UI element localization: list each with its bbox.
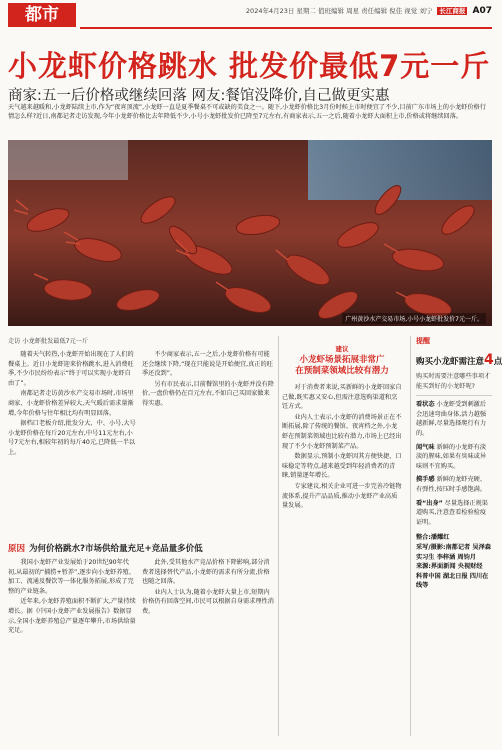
body-column-3: [8, 558, 136, 637]
crayfish-photo-image: [8, 140, 492, 326]
body-column-1: [8, 350, 136, 459]
tip-item: [416, 475, 492, 494]
suggestion-sidebar: [282, 344, 402, 512]
tip-text: 小龙虾受到刺激后会迅速弯曲身体,活力越强越新鲜,尽量选择爬行有力的。: [416, 401, 487, 437]
paper-badge: 长江商报: [439, 7, 466, 15]
sub-section-heading: [8, 542, 274, 554]
credit-line: 整合:潘耀红: [416, 534, 450, 542]
tip-key: 摸手感: [416, 476, 435, 484]
body-paragraph: 业内人士认为,随着小龙虾大量上市,短期内价格仍有回落空间,市民可以根据自身需求理性消费。: [142, 588, 274, 615]
credits: [416, 533, 492, 591]
sidebar-paragraph: 数据显示,预制小龙虾因其方便快捷、口味稳定等特点,越来越受到年轻消费者的青睐,销量逐年增长。: [282, 453, 402, 480]
crayfish-photo: [8, 140, 492, 326]
date-line-text: 2024年4月23日 星期二 值班编辑 周星 责任编辑 倪佳 视觉 刘宁: [245, 7, 433, 15]
tip-text: 尽量选择正规渠道购买,注意查看检验检疫证明。: [416, 499, 488, 526]
column-divider: [278, 336, 279, 736]
sidebar-title-line-1: 小龙虾场景拓展非常广: [299, 355, 385, 365]
tip-item: [416, 443, 492, 472]
photo-caption: 广州黄沙水产交易市场,小号小龙虾批发价7元一斤。: [342, 313, 486, 324]
tip-item: [416, 400, 492, 438]
body-column-2: [142, 350, 274, 410]
body-paragraph: 随着天气转热,小龙虾开始出现在了人们的餐桌上。近日小龙虾迎来价格跳水,进入消费旺季,不少市民纷纷表示“终于可以实现小龙虾自由了”。: [8, 351, 134, 387]
sidebar-body: [282, 383, 402, 511]
headline: 小龙虾价格跳水 批发价最低7元一斤: [8, 49, 491, 83]
sidebar-paragraph: 专家建议,相关企业可进一步完善冷链物流体系,提升产品品质,推动小龙虾产业高质量发展。: [282, 482, 402, 510]
body-paragraph: 另有市民表示,目前餐馆里的小龙虾并没有降价,一盘价格仍在百元左右,不如自己买回家做来得实惠。: [142, 380, 274, 407]
body-paragraph: 近年来,小龙虾养殖面积不断扩大,产量持续增长。据《中国小龙虾产业发展报告》数据显示,全国小龙虾养殖总产量逐年攀升,市场供给量充足。: [8, 598, 136, 635]
sub-section-title: 为何价格跳水?市场供给量充足+竞品量多价低: [29, 544, 203, 554]
tip-item: [416, 499, 492, 528]
sidebar-title-line-2: 在预制菜领域比较有潜力: [295, 366, 389, 376]
tips-lead: 购买时需要注意哪些事项才能买到好的小龙虾呢?: [416, 372, 492, 396]
masthead: [0, 0, 500, 30]
credit-line: 实习生 李梓涵 周钧月: [416, 553, 476, 561]
credit-line: 来源:界面新闻 央视财经: [416, 563, 483, 571]
tips-title: [416, 352, 502, 368]
body-paragraph: 我国小龙虾产业发展始于20世纪90年代初,从最初的“捕捞+暂养”,逐步向小龙虾养殖、加工、流通及餐饮等一体化服务拓展,形成了完整的产业链条。: [8, 559, 135, 595]
page-number: A07: [472, 6, 492, 16]
sidebar-paragraph: 对于消费者来说,买新鲜的小龙虾回家自己做,既实惠又安心,但需注意选购渠道和烹饪方式。: [282, 384, 402, 411]
tip-text: 新鲜的小龙虾有淡淡的腥味,如果有臭味或异味则不宜购买。: [416, 443, 487, 470]
column-divider: [410, 336, 411, 736]
tip-key: 看“出身”: [416, 499, 443, 507]
section-byline: 走访 小龙虾批发最低7元一斤: [8, 338, 89, 345]
sidebar-paragraph: 业内人士表示,小龙虾的消费场景正在不断拓展,除了传统的餐馆、夜宵档之外,小龙虾在预制菜领域也比较有潜力,市场上已经出现了不少小龙虾预制菜产品。: [282, 413, 402, 450]
tips-column: [416, 336, 502, 591]
tips-title-number: 4: [484, 352, 494, 368]
tip-text: 新鲜的龙虾壳硬、有弹性,按压时手感饱满。: [416, 476, 487, 493]
tips-title-suffix: 点: [493, 357, 502, 367]
body-paragraph: 不少商家表示,五一之后,小龙虾价格有可能还会继续下降,“现在只能说是开始便宜,真正的旺季还没到”。: [142, 351, 273, 378]
tips-tag: 提醒: [416, 337, 430, 345]
tip-key: 看状态: [416, 401, 435, 409]
credit-line: 科普中国 湖北日报 四川在线等: [416, 572, 489, 590]
masthead-rule: [80, 27, 492, 29]
subhead: 商家:五一后价格或继续回落 网友:餐馆没降价,自己做更实惠: [8, 88, 390, 104]
credit-line: 采写/摄影:南都记者 吴泽森: [416, 543, 491, 551]
lead-paragraph: 天气越来越暖和,小龙虾陆续上市,作为“夜宵顶流”,小龙虾一直是夏季餐桌不可或缺的美食之一。随下,小龙虾价格比3月份时候上市时便宜了不少,目前广东市场上的小龙虾价格行情怎么样?近日,南都记者走访发现,今年小龙虾价格比去年降低不少,小号小龙虾批发价已降至7元左右,有商家表示,五一之后,随着小龙虾大面积上市,价格或将继续回落。: [8, 104, 487, 120]
masthead-date-line: [246, 6, 492, 16]
sub-section-label: 原因: [8, 544, 26, 554]
sidebar-tag: 建议: [335, 345, 349, 353]
body-paragraph: 此外,受其他水产竞品价格下降影响,部分消费者选择替代产品,小龙虾的需求有所分流,价格也随之回落。: [142, 559, 270, 586]
tips-title-prefix: 购买小龙虾需注意: [416, 357, 485, 367]
tip-key: 闻气味: [416, 443, 435, 451]
body-paragraph: 南都记者走访黄沙水产交易市场时,市场里商家、小龙虾价格差异较大,天气暖后需求量渐增,今年价格与往年相比均有明显回落。: [8, 390, 134, 417]
body-paragraph: 据档口老板介绍,批发分大、中、小号,大号小龙虾价格在每斤20元左右,中号11元左右,小号7元左右,相较年初的每斤40元,已降低一半以上。: [8, 420, 136, 456]
body-column-4: [142, 558, 274, 618]
section-tag: 都市: [8, 3, 76, 27]
